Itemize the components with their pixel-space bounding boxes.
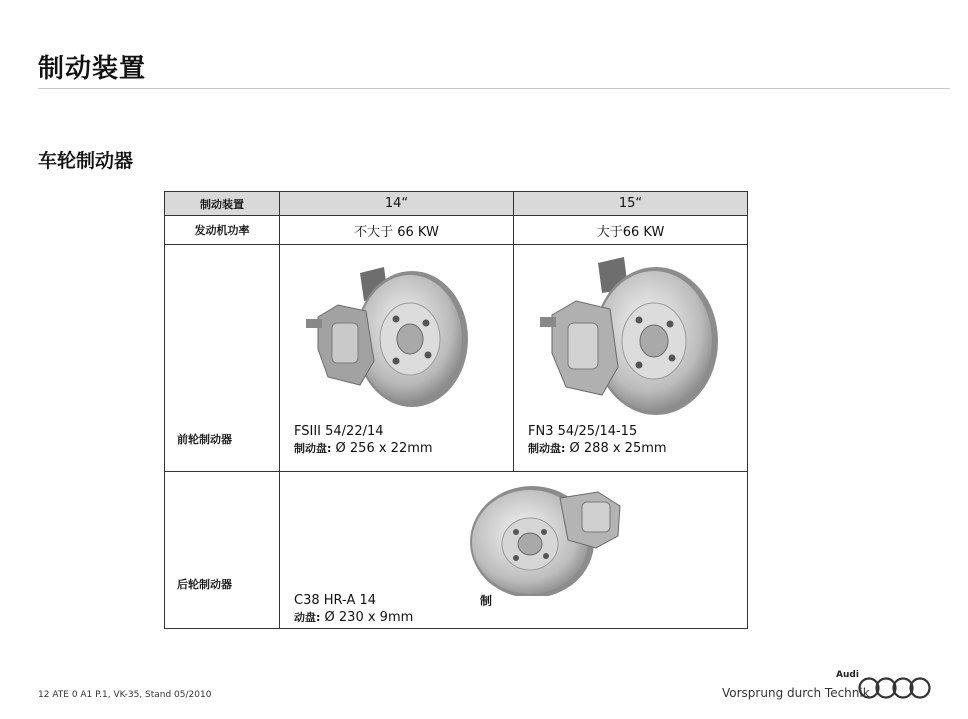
slogan: Vorsprung durch Technik bbox=[722, 686, 870, 700]
front-brake-cell-14 bbox=[280, 245, 514, 472]
front-model-15: FN3 54/25/14-15 bbox=[528, 424, 638, 439]
title-divider bbox=[38, 88, 950, 89]
rear-disc-brake-icon bbox=[456, 478, 636, 596]
front-brake-label: 前轮制动器 bbox=[177, 433, 232, 446]
power-label: 发动机功率 bbox=[165, 216, 280, 245]
rear-disc-value: Ø 230 x 9mm bbox=[324, 610, 414, 625]
rear-disc-label: 动盘: bbox=[294, 611, 321, 624]
front-model-14: FSIII 54/22/14 bbox=[294, 424, 384, 439]
front-label-cell bbox=[165, 245, 280, 472]
table-row-front-brake bbox=[165, 245, 748, 472]
rear-brake-caption bbox=[294, 592, 413, 626]
table-row-power bbox=[165, 216, 748, 245]
front-disc-brake-icon bbox=[302, 257, 472, 417]
audi-rings-icon bbox=[857, 676, 933, 700]
footer-text: 12 ATE 0 A1 P.1, VK-35, Stand 05/2010 bbox=[38, 690, 212, 700]
front-disc-label-15: 制动盘: bbox=[528, 442, 566, 455]
power-value-15: 大于66 KW bbox=[514, 216, 748, 245]
header-label: 制动装置 bbox=[165, 192, 280, 216]
brake-spec-table bbox=[164, 191, 748, 629]
section-title: 车轮制动器 bbox=[38, 150, 134, 172]
table-row-rear-brake bbox=[165, 472, 748, 629]
rear-model: C38 HR-A 14 bbox=[294, 593, 377, 608]
rear-brake-cell bbox=[280, 472, 748, 629]
front-disc-value-15: Ø 288 x 25mm bbox=[569, 441, 667, 456]
front-brake-cell-15 bbox=[514, 245, 748, 472]
rear-brake-label: 后轮制动器 bbox=[177, 578, 232, 591]
front-disc-value-14: Ø 256 x 22mm bbox=[335, 441, 433, 456]
header-col-14: 14“ bbox=[280, 192, 514, 216]
front-disc-label-14: 制动盘: bbox=[294, 442, 332, 455]
rear-stray-char: 制 bbox=[480, 594, 493, 608]
front-brake-caption-14 bbox=[294, 423, 433, 457]
front-brake-caption-15 bbox=[528, 423, 667, 457]
brand-name: Audi bbox=[836, 670, 859, 680]
front-disc-brake-large-icon bbox=[536, 257, 722, 423]
table-header-row bbox=[165, 192, 748, 216]
page-title: 制动装置 bbox=[38, 54, 147, 84]
power-value-14: 不大于 66 KW bbox=[280, 216, 514, 245]
rear-label-cell bbox=[165, 472, 280, 629]
header-col-15: 15“ bbox=[514, 192, 748, 216]
